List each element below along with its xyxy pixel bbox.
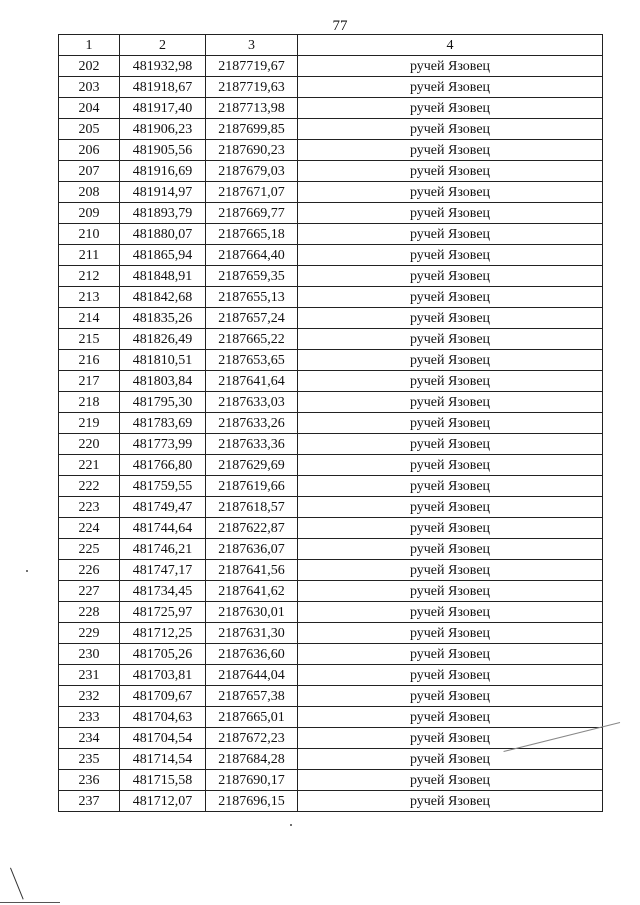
- y-coordinate-cell: 2187636,07: [206, 539, 298, 560]
- y-coordinate-cell: 2187633,26: [206, 413, 298, 434]
- y-coordinate-cell: 2187690,17: [206, 770, 298, 791]
- description-cell: ручей Язовец: [298, 728, 603, 749]
- y-coordinate-cell: 2187641,56: [206, 560, 298, 581]
- description-cell: ручей Язовец: [298, 791, 603, 812]
- table-row: [59, 518, 603, 539]
- x-coordinate-cell: 481906,23: [120, 119, 206, 140]
- table-row: [59, 77, 603, 98]
- point-number-cell: 224: [59, 518, 120, 539]
- table-header-row: [59, 35, 603, 56]
- x-coordinate-cell: 481749,47: [120, 497, 206, 518]
- point-number-cell: 228: [59, 602, 120, 623]
- x-coordinate-cell: 481893,79: [120, 203, 206, 224]
- description-cell: ручей Язовец: [298, 371, 603, 392]
- point-number-cell: 202: [59, 56, 120, 77]
- table-row: [59, 665, 603, 686]
- table-row: [59, 749, 603, 770]
- table-row: [59, 644, 603, 665]
- x-coordinate-cell: 481705,26: [120, 644, 206, 665]
- point-number-cell: 217: [59, 371, 120, 392]
- description-cell: ручей Язовец: [298, 56, 603, 77]
- y-coordinate-cell: 2187633,03: [206, 392, 298, 413]
- x-coordinate-cell: 481734,45: [120, 581, 206, 602]
- table-row: [59, 98, 603, 119]
- x-coordinate-cell: 481914,97: [120, 182, 206, 203]
- point-number-cell: 237: [59, 791, 120, 812]
- x-coordinate-cell: 481766,80: [120, 455, 206, 476]
- description-cell: ручей Язовец: [298, 434, 603, 455]
- x-coordinate-cell: 481783,69: [120, 413, 206, 434]
- scan-mark: [0, 902, 60, 903]
- y-coordinate-cell: 2187629,69: [206, 455, 298, 476]
- point-number-cell: 226: [59, 560, 120, 581]
- x-coordinate-cell: 481918,67: [120, 77, 206, 98]
- point-number-cell: 209: [59, 203, 120, 224]
- table-row: [59, 791, 603, 812]
- x-coordinate-cell: 481795,30: [120, 392, 206, 413]
- point-number-cell: 233: [59, 707, 120, 728]
- point-number-cell: 222: [59, 476, 120, 497]
- table-row: [59, 371, 603, 392]
- y-coordinate-cell: 2187636,60: [206, 644, 298, 665]
- y-coordinate-cell: 2187644,04: [206, 665, 298, 686]
- y-coordinate-cell: 2187699,85: [206, 119, 298, 140]
- table-row: [59, 560, 603, 581]
- y-coordinate-cell: 2187665,01: [206, 707, 298, 728]
- column-header-x: 2: [120, 35, 206, 56]
- y-coordinate-cell: 2187665,18: [206, 224, 298, 245]
- y-coordinate-cell: 2187653,65: [206, 350, 298, 371]
- point-number-cell: 211: [59, 245, 120, 266]
- x-coordinate-cell: 481865,94: [120, 245, 206, 266]
- point-number-cell: 206: [59, 140, 120, 161]
- table-row: [59, 203, 603, 224]
- scan-speck: [290, 824, 292, 826]
- x-coordinate-cell: 481704,54: [120, 728, 206, 749]
- column-header-number: 1: [59, 35, 120, 56]
- description-cell: ручей Язовец: [298, 560, 603, 581]
- y-coordinate-cell: 2187619,66: [206, 476, 298, 497]
- y-coordinate-cell: 2187631,30: [206, 623, 298, 644]
- table-body: [59, 56, 603, 812]
- point-number-cell: 218: [59, 392, 120, 413]
- y-coordinate-cell: 2187669,77: [206, 203, 298, 224]
- y-coordinate-cell: 2187671,07: [206, 182, 298, 203]
- table-row: [59, 497, 603, 518]
- table-row: [59, 350, 603, 371]
- description-cell: ручей Язовец: [298, 245, 603, 266]
- x-coordinate-cell: 481932,98: [120, 56, 206, 77]
- x-coordinate-cell: 481715,58: [120, 770, 206, 791]
- x-coordinate-cell: 481725,97: [120, 602, 206, 623]
- x-coordinate-cell: 481712,07: [120, 791, 206, 812]
- y-coordinate-cell: 2187684,28: [206, 749, 298, 770]
- description-cell: ручей Язовец: [298, 518, 603, 539]
- y-coordinate-cell: 2187719,67: [206, 56, 298, 77]
- description-cell: ручей Язовец: [298, 266, 603, 287]
- y-coordinate-cell: 2187633,36: [206, 434, 298, 455]
- y-coordinate-cell: 2187659,35: [206, 266, 298, 287]
- x-coordinate-cell: 481712,25: [120, 623, 206, 644]
- description-cell: ручей Язовец: [298, 203, 603, 224]
- y-coordinate-cell: 2187630,01: [206, 602, 298, 623]
- x-coordinate-cell: 481810,51: [120, 350, 206, 371]
- point-number-cell: 219: [59, 413, 120, 434]
- point-number-cell: 225: [59, 539, 120, 560]
- description-cell: ручей Язовец: [298, 749, 603, 770]
- table-row: [59, 434, 603, 455]
- table-row: [59, 707, 603, 728]
- description-cell: ручей Язовец: [298, 182, 603, 203]
- table-row: [59, 266, 603, 287]
- table-row: [59, 602, 603, 623]
- x-coordinate-cell: 481746,21: [120, 539, 206, 560]
- description-cell: ручей Язовец: [298, 98, 603, 119]
- y-coordinate-cell: 2187679,03: [206, 161, 298, 182]
- point-number-cell: 213: [59, 287, 120, 308]
- point-number-cell: 229: [59, 623, 120, 644]
- point-number-cell: 234: [59, 728, 120, 749]
- table-row: [59, 182, 603, 203]
- table-row: [59, 287, 603, 308]
- coordinates-table: [58, 34, 603, 812]
- y-coordinate-cell: 2187665,22: [206, 329, 298, 350]
- point-number-cell: 204: [59, 98, 120, 119]
- description-cell: ручей Язовец: [298, 770, 603, 791]
- point-number-cell: 207: [59, 161, 120, 182]
- description-cell: ручей Язовец: [298, 707, 603, 728]
- description-cell: ручей Язовец: [298, 497, 603, 518]
- table-row: [59, 728, 603, 749]
- description-cell: ручей Язовец: [298, 413, 603, 434]
- page-number: 77: [332, 18, 348, 34]
- y-coordinate-cell: 2187657,38: [206, 686, 298, 707]
- table-row: [59, 392, 603, 413]
- point-number-cell: 203: [59, 77, 120, 98]
- x-coordinate-cell: 481917,40: [120, 98, 206, 119]
- y-coordinate-cell: 2187664,40: [206, 245, 298, 266]
- x-coordinate-cell: 481848,91: [120, 266, 206, 287]
- column-header-y: 3: [206, 35, 298, 56]
- description-cell: ручей Язовец: [298, 623, 603, 644]
- table-row: [59, 119, 603, 140]
- column-header-description: 4: [298, 35, 603, 56]
- point-number-cell: 230: [59, 644, 120, 665]
- y-coordinate-cell: 2187713,98: [206, 98, 298, 119]
- table-row: [59, 308, 603, 329]
- description-cell: ручей Язовец: [298, 308, 603, 329]
- point-number-cell: 214: [59, 308, 120, 329]
- description-cell: ручей Язовец: [298, 539, 603, 560]
- description-cell: ручей Язовец: [298, 287, 603, 308]
- table-row: [59, 413, 603, 434]
- description-cell: ручей Язовец: [298, 224, 603, 245]
- table-row: [59, 56, 603, 77]
- description-cell: ручей Язовец: [298, 140, 603, 161]
- point-number-cell: 231: [59, 665, 120, 686]
- table-row: [59, 245, 603, 266]
- x-coordinate-cell: 481759,55: [120, 476, 206, 497]
- table-row: [59, 161, 603, 182]
- x-coordinate-cell: 481773,99: [120, 434, 206, 455]
- x-coordinate-cell: 481905,56: [120, 140, 206, 161]
- y-coordinate-cell: 2187719,63: [206, 77, 298, 98]
- description-cell: ручей Язовец: [298, 77, 603, 98]
- table-row: [59, 581, 603, 602]
- x-coordinate-cell: 481826,49: [120, 329, 206, 350]
- point-number-cell: 223: [59, 497, 120, 518]
- description-cell: ручей Язовец: [298, 329, 603, 350]
- point-number-cell: 205: [59, 119, 120, 140]
- description-cell: ручей Язовец: [298, 350, 603, 371]
- y-coordinate-cell: 2187690,23: [206, 140, 298, 161]
- description-cell: ручей Язовец: [298, 392, 603, 413]
- description-cell: ручей Язовец: [298, 119, 603, 140]
- point-number-cell: 210: [59, 224, 120, 245]
- y-coordinate-cell: 2187641,64: [206, 371, 298, 392]
- scan-mark: [10, 868, 24, 900]
- description-cell: ручей Язовец: [298, 644, 603, 665]
- description-cell: ручей Язовец: [298, 455, 603, 476]
- x-coordinate-cell: 481835,26: [120, 308, 206, 329]
- scan-speck: [26, 570, 28, 572]
- x-coordinate-cell: 481704,63: [120, 707, 206, 728]
- point-number-cell: 212: [59, 266, 120, 287]
- x-coordinate-cell: 481747,17: [120, 560, 206, 581]
- x-coordinate-cell: 481714,54: [120, 749, 206, 770]
- x-coordinate-cell: 481709,67: [120, 686, 206, 707]
- x-coordinate-cell: 481703,81: [120, 665, 206, 686]
- description-cell: ручей Язовец: [298, 602, 603, 623]
- table-row: [59, 476, 603, 497]
- y-coordinate-cell: 2187672,23: [206, 728, 298, 749]
- description-cell: ручей Язовец: [298, 665, 603, 686]
- x-coordinate-cell: 481880,07: [120, 224, 206, 245]
- y-coordinate-cell: 2187622,87: [206, 518, 298, 539]
- table-row: [59, 224, 603, 245]
- table-row: [59, 623, 603, 644]
- x-coordinate-cell: 481842,68: [120, 287, 206, 308]
- x-coordinate-cell: 481803,84: [120, 371, 206, 392]
- table-row: [59, 455, 603, 476]
- point-number-cell: 227: [59, 581, 120, 602]
- description-cell: ручей Язовец: [298, 686, 603, 707]
- x-coordinate-cell: 481744,64: [120, 518, 206, 539]
- point-number-cell: 235: [59, 749, 120, 770]
- y-coordinate-cell: 2187618,57: [206, 497, 298, 518]
- point-number-cell: 221: [59, 455, 120, 476]
- table-row: [59, 770, 603, 791]
- table-row: [59, 329, 603, 350]
- point-number-cell: 215: [59, 329, 120, 350]
- table-row: [59, 140, 603, 161]
- y-coordinate-cell: 2187696,15: [206, 791, 298, 812]
- y-coordinate-cell: 2187655,13: [206, 287, 298, 308]
- y-coordinate-cell: 2187641,62: [206, 581, 298, 602]
- point-number-cell: 236: [59, 770, 120, 791]
- point-number-cell: 220: [59, 434, 120, 455]
- description-cell: ручей Язовец: [298, 476, 603, 497]
- description-cell: ручей Язовец: [298, 161, 603, 182]
- x-coordinate-cell: 481916,69: [120, 161, 206, 182]
- table-row: [59, 686, 603, 707]
- point-number-cell: 232: [59, 686, 120, 707]
- y-coordinate-cell: 2187657,24: [206, 308, 298, 329]
- table-row: [59, 539, 603, 560]
- point-number-cell: 208: [59, 182, 120, 203]
- description-cell: ручей Язовец: [298, 581, 603, 602]
- point-number-cell: 216: [59, 350, 120, 371]
